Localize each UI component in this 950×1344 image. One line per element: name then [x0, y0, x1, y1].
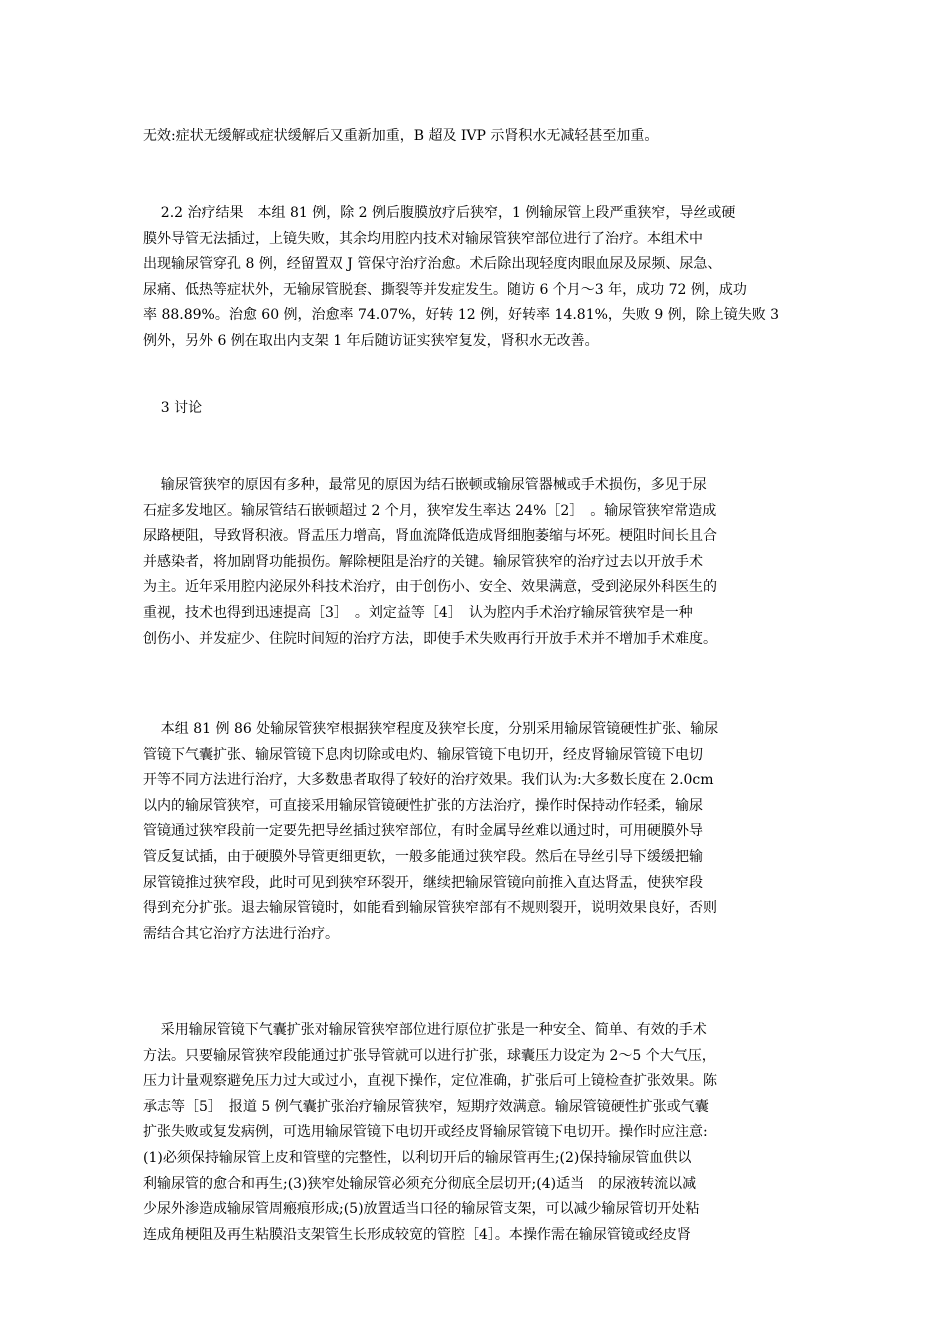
text-line: 管镜下气囊扩张、输尿管镜下息肉切除或电灼、输尿管镜下电切开，经皮肾输尿管镜下电切: [143, 746, 703, 763]
paragraph-treatment-results: [143, 201, 809, 355]
text-line: 本组 81 例 86 处输尿管狭窄根据狭窄程度及狭窄长度，分别采用输尿管镜硬性扩张、输尿: [143, 721, 719, 737]
text-line: 输尿管狭窄的原因有多种，最常见的原因为结石嵌顿或输尿管器械或手术损伤，多见于尿: [143, 477, 707, 493]
text-line: 承志等［5］ 报道 5 例气囊扩张治疗输尿管狭窄，短期疗效满意。输尿管镜硬性扩张或气囊: [143, 1098, 709, 1115]
text-line: 并感染者，将加剧肾功能损伤。解除梗阻是治疗的关键。输尿管狭窄的治疗过去以开放手术: [143, 553, 703, 570]
text-line: 无效:症状无缓解或症状缓解后又重新加重，B 超及 IVP 示肾积水无减轻甚至加重。: [143, 128, 659, 144]
text-line: 尿管镜推过狭窄段，此时可见到狭窄环裂开，继续把输尿管镜向前推入直达肾盂，使狭窄段: [143, 874, 703, 891]
text-line: 膜外导管无法插过，上镜失败，其余均用腔内技术对输尿管狭窄部位进行了治疗。本组术中: [143, 230, 703, 247]
text-line: 2.2 治疗结果 本组 81 例，除 2 例后腹膜放疗后狭窄，1 例输尿管上段严重狭窄，导丝或硬: [143, 205, 736, 221]
text-line: 以内的输尿管狭窄，可直接采用输尿管镜硬性扩张的方法治疗，操作时保持动作轻柔，输尿: [143, 797, 703, 814]
text-line: 方法。只要输尿管狭窄段能通过扩张导管就可以进行扩张，球囊压力设定为 2～5 个大气压，: [143, 1047, 716, 1064]
paragraph-discussion-causes: [143, 473, 809, 652]
text-line: 尿痛、低热等症状外，无输尿管脱套、撕裂等并发症发生。随访 6 个月～3 年，成功 72 例，成功: [143, 281, 747, 298]
text-line: 出现输尿管穿孔 8 例，经留置双 J 管保守治疗治愈。术后除出现轻度肉眼血尿及尿频、尿急、: [143, 256, 722, 273]
text-line: 扩张失败或复发病例，可选用输尿管镜下电切开或经皮肾输尿管镜下电切开。操作时应注意:: [143, 1124, 708, 1141]
text-line: 为主。近年采用腔内泌尿外科技术治疗，由于创伤小、安全、效果满意，受到泌尿外科医生的: [143, 579, 717, 596]
text-line: 创伤小、并发症少、住院时间短的治疗方法，即使手术失败再行开放手术并不增加手术难度。: [143, 630, 717, 647]
text-line: 少尿外渗造成输尿管周瘢痕形成;(5)放置适当口径的输尿管支架，可以减少输尿管切开处粘: [143, 1201, 700, 1218]
text-line: 开等不同方法进行治疗，大多数患者取得了较好的治疗效果。我们认为:大多数长度在 2.0cm: [143, 772, 714, 789]
paragraph-discussion-balloon: [143, 1018, 809, 1248]
text-line: 利输尿管的愈合和再生;(3)狭窄处输尿管必须充分彻底全层切开;(4)适当 的尿液转流以减: [143, 1175, 697, 1192]
text-line: 例外，另外 6 例在取出内支架 1 年后随访证实狭窄复发，肾积水无改善。: [143, 332, 599, 349]
text-line: 率 88.89%。治愈 60 例，治愈率 74.07%，好转 12 例，好转率 14.81%，失败 9 例，除上镜失败 3: [143, 307, 780, 324]
text-line: 重视，技术也得到迅速提高［3］ 。刘定益等［4］ 认为腔内手术治疗输尿管狭窄是一种: [143, 604, 693, 621]
section-heading-discussion: [143, 396, 809, 422]
text-line: 连成角梗阻及再生粘膜沿支架管生长形成较宽的管腔［4］。本操作需在输尿管镜或经皮肾: [143, 1226, 691, 1243]
text-line: 管反复试插，由于硬膜外导管更细更软，一般多能通过狭窄段。然后在导丝引导下缓缓把输: [143, 848, 703, 865]
paragraph-discussion-methods: [143, 717, 809, 947]
text-line: 石症多发地区。输尿管结石嵌顿超过 2 个月，狭窄发生率达 24%［2］ 。输尿管狭窄常造成: [143, 502, 717, 519]
text-line: 需结合其它治疗方法进行治疗。: [143, 925, 339, 942]
text-line: (1)必须保持输尿管上皮和管壁的完整性，以利切开后的输尿管再生;(2)保持输尿管血供以: [143, 1149, 692, 1166]
text-line: 得到充分扩张。退去输尿管镜时，如能看到输尿管狭窄部有不规则裂开，说明效果良好，否则: [143, 900, 717, 917]
paragraph-result-criteria: [143, 124, 809, 150]
section-title: 3 讨论: [143, 400, 203, 416]
text-line: 管镜通过狭窄段前一定要先把导丝插过狭窄部位，有时金属导丝难以通过时，可用硬膜外导: [143, 823, 703, 840]
text-line: 尿路梗阻，导致肾积液。肾盂压力增高，肾血流降低造成肾细胞萎缩与坏死。梗阻时间长且合: [143, 528, 717, 545]
text-line: 压力计量观察避免压力过大或过小，直视下操作，定位准确，扩张后可上镜检查扩张效果。陈: [143, 1073, 717, 1090]
text-line: 采用输尿管镜下气囊扩张对输尿管狭窄部位进行原位扩张是一种安全、简单、有效的手术: [143, 1022, 707, 1038]
